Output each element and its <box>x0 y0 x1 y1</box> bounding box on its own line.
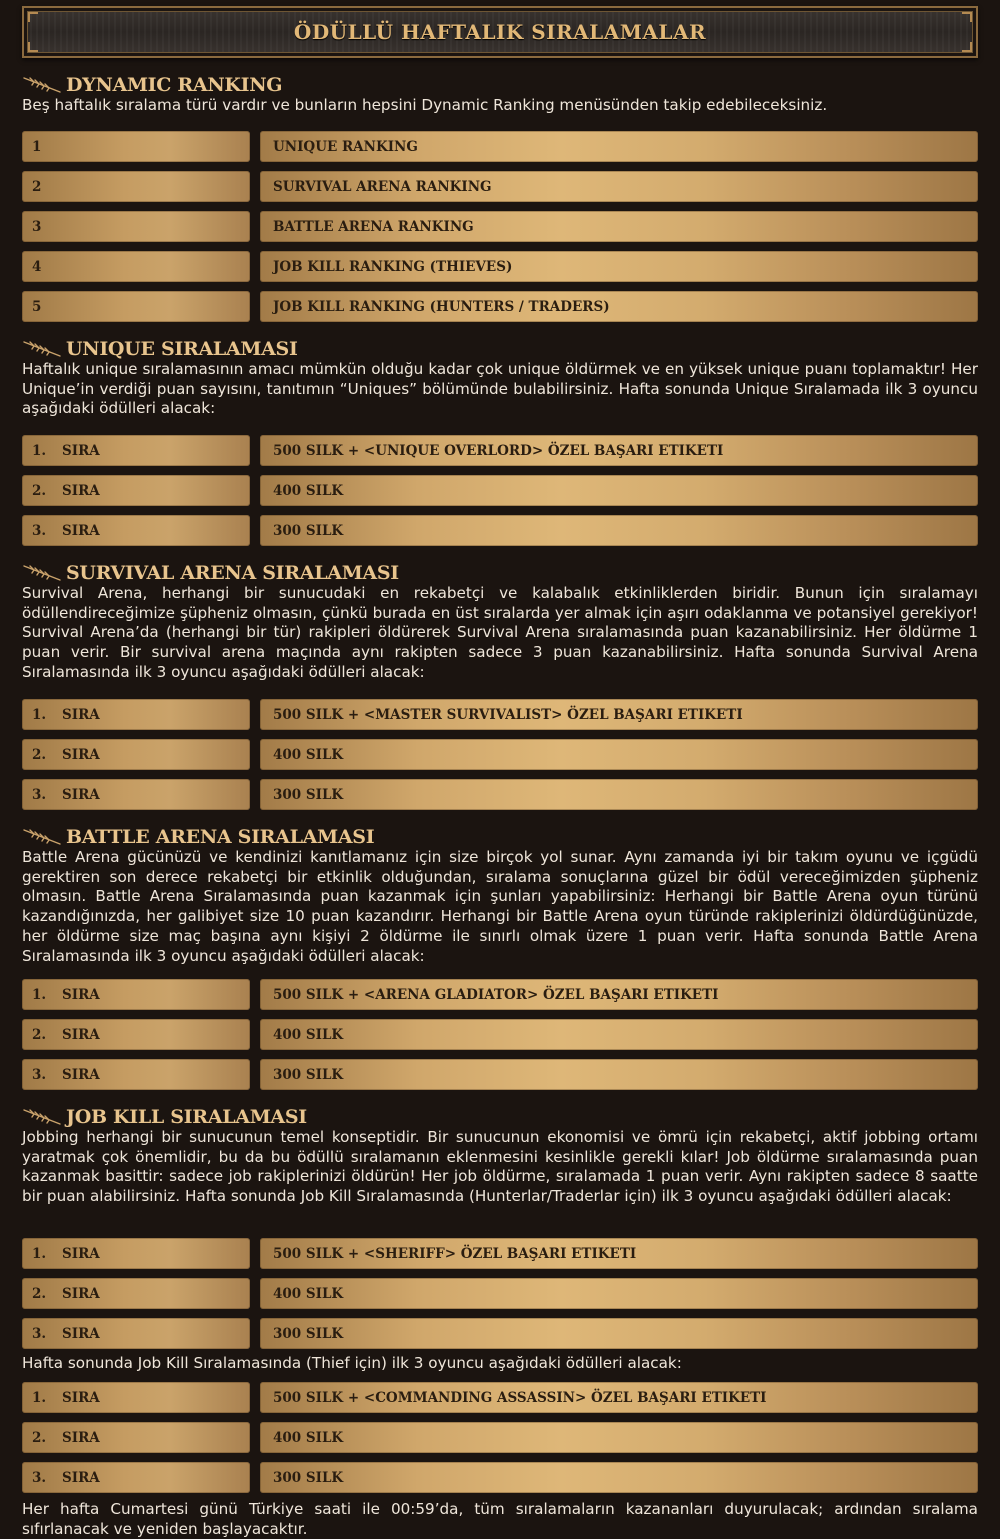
rank-label: SIRA <box>62 706 100 723</box>
reward-text: 500 SILK + <SHERIFF> ÖZEL BAŞARI ETIKETI <box>273 1245 637 1262</box>
dynamic-ranking-section <box>22 72 978 116</box>
table-row <box>22 699 978 730</box>
table-row <box>22 1019 978 1050</box>
table-row <box>22 475 978 506</box>
reward-cell <box>260 435 978 466</box>
rank-number: 1. <box>32 1389 47 1406</box>
rank-number-cell <box>22 211 250 242</box>
rank-number: 5 <box>32 298 42 315</box>
reward-cell <box>260 1422 978 1453</box>
ranking-name-cell <box>260 211 978 242</box>
rank-number: 2. <box>32 482 47 499</box>
unique-ranking-section <box>22 336 978 419</box>
ranking-name-cell <box>260 171 978 202</box>
table-row <box>22 131 978 162</box>
table-row <box>22 1382 978 1413</box>
reward-cell <box>260 1019 978 1050</box>
rank-label: SIRA <box>62 1429 100 1446</box>
rank-label: SIRA <box>62 1469 100 1486</box>
table-row <box>22 515 978 546</box>
reward-cell <box>260 699 978 730</box>
reward-cell <box>260 739 978 770</box>
rank-label: SIRA <box>62 1325 100 1342</box>
section-paragraph: Battle Arena gücünüzü ve kendinizi kanıtlamanız için size birçok yol sunar. Aynı zamanda iyi bir takım oyunu ve içgüdü gerektiren son derece rekabetçi bir etkinlik olduğundan, sıralama sonuçlarına güzel bir ödül vereceğimizden şüpheniz olmasın. Battle Arena Sıralamasında puan kazanmak için şunları yapabilirsiniz: Herhangi bir Battle Arena oyun türünü kazandığınızda, her galibiyet size 10 puan kazandırır. Herhangi bir Battle Arena oyun türünde rakiplerinizi öldürdüğünüzde, her öldürme size maç başına aynı kişiyi 2 öldürme ile sınırlı olmak üzere 1 puan verir. Hafta sonunda Battle Arena Sıralamasında ilk 3 oyuncu aşağıdaki ödülleri alacak: <box>22 848 978 965</box>
ranking-name: BATTLE ARENA RANKING <box>273 218 474 235</box>
footer-section <box>22 1500 978 1539</box>
page-title: ÖDÜLLÜ HAFTALIK SIRALAMALAR <box>293 20 707 44</box>
rank-label: SIRA <box>62 1066 100 1083</box>
rank-number: 3. <box>32 1469 47 1486</box>
reward-text: 500 SILK + <MASTER SURVIVALIST> ÖZEL BAŞARI ETIKETI <box>273 706 743 723</box>
table-row <box>22 1462 978 1493</box>
rank-label: SIRA <box>62 786 100 803</box>
rank-label: SIRA <box>62 746 100 763</box>
reward-cell <box>260 1059 978 1090</box>
rank-cell <box>22 1318 250 1349</box>
rank-label: SIRA <box>62 522 100 539</box>
rank-number: 2. <box>32 1026 47 1043</box>
rank-number: 3 <box>32 218 42 235</box>
rank-cell <box>22 699 250 730</box>
rank-cell <box>22 1278 250 1309</box>
rank-number: 1 <box>32 138 42 155</box>
reward-text: 500 SILK + <UNIQUE OVERLORD> ÖZEL BAŞARI ETIKETI <box>273 442 724 459</box>
table-row <box>22 739 978 770</box>
rank-number: 3. <box>32 786 47 803</box>
table-row <box>22 779 978 810</box>
job-kill-section <box>22 1104 978 1207</box>
rank-label: SIRA <box>62 1285 100 1302</box>
rank-number-cell <box>22 171 250 202</box>
section-paragraph: Beş haftalık sıralama türü vardır ve bunların hepsini Dynamic Ranking menüsünden takip edebileceksiniz. <box>22 96 828 114</box>
rank-number-cell <box>22 131 250 162</box>
table-row <box>22 435 978 466</box>
rank-label: SIRA <box>62 1389 100 1406</box>
rank-cell <box>22 515 250 546</box>
ranking-name: SURVIVAL ARENA RANKING <box>273 178 492 195</box>
section-title: SURVIVAL ARENA SIRALAMASI <box>66 562 399 584</box>
survival-arena-section <box>22 560 978 683</box>
table-row <box>22 1278 978 1309</box>
rank-number: 3. <box>32 1325 47 1342</box>
ranking-name: UNIQUE RANKING <box>273 138 418 155</box>
wheat-icon <box>22 1106 62 1128</box>
ranking-name-cell <box>260 131 978 162</box>
rank-number: 2 <box>32 178 42 195</box>
ranking-name-cell <box>260 291 978 322</box>
table-row <box>22 1422 978 1453</box>
reward-text: 400 SILK <box>273 1026 344 1043</box>
reward-cell <box>260 1238 978 1269</box>
battle-arena-section <box>22 824 978 966</box>
rank-label: SIRA <box>62 1245 100 1262</box>
rank-cell <box>22 779 250 810</box>
reward-text: 300 SILK <box>273 1066 344 1083</box>
banner-corner-ornament <box>962 42 972 52</box>
page-banner <box>22 6 978 58</box>
section-paragraph: Haftalık unique sıralamasının amacı mümkün olduğu kadar çok unique öldürmek ve en yüksek unique puanı toplamaktır! Her Unique’in verdiği puan sayısını, tanıtımın “Uniques” bölümünde bulabilirsiniz. Hafta sonunda Unique Sıralamada ilk 3 oyuncu aşağıdaki ödülleri alacak: <box>22 360 978 418</box>
reward-text: 500 SILK + <ARENA GLADIATOR> ÖZEL BAŞARI ETIKETI <box>273 986 719 1003</box>
table-row <box>22 291 978 322</box>
banner-corner-ornament <box>962 12 972 22</box>
table-row <box>22 1059 978 1090</box>
rank-number: 3. <box>32 1066 47 1083</box>
section-paragraph: Jobbing herhangi bir sunucunun temel konseptidir. Bir sunucunun ekonomisi ve ömrü için rekabetçi, aktif jobbing ortamı yaratmak çok önemlidir, bu da bu ödüllü sıralamanın eklenmesini kesinlikle gerekli kılar! Job öldürme sıralamasında puan kazanmak basittir: sadece job rakiplerinizi öldürün! Her job öldürme, sıralamada 1 puan verir. Aynı rakipten sadece 8 saatte bir puan alabilirsiniz. Hafta sonunda Job Kill Sıralamasında (Hunterlar/Traderlar için) ilk 3 oyuncu aşağıdaki ödülleri alacak: <box>22 1128 978 1206</box>
rank-cell <box>22 475 250 506</box>
rank-number: 3. <box>32 522 47 539</box>
section-heading <box>22 72 978 96</box>
rank-cell <box>22 1382 250 1413</box>
reward-cell <box>260 475 978 506</box>
reward-text: 300 SILK <box>273 786 344 803</box>
table-row <box>22 171 978 202</box>
reward-text: 300 SILK <box>273 1325 344 1342</box>
reward-text: 400 SILK <box>273 1429 344 1446</box>
rank-number: 1. <box>32 442 47 459</box>
ranking-name: JOB KILL RANKING (HUNTERS / TRADERS) <box>273 298 610 315</box>
rank-cell <box>22 739 250 770</box>
rank-number-cell <box>22 291 250 322</box>
section-title: BATTLE ARENA SIRALAMASI <box>66 826 375 848</box>
table-row <box>22 251 978 282</box>
wheat-icon <box>22 826 62 848</box>
rank-number: 2. <box>32 746 47 763</box>
banner-corner-ornament <box>28 42 38 52</box>
rank-number-cell <box>22 251 250 282</box>
reward-cell <box>260 979 978 1010</box>
reward-text: 300 SILK <box>273 1469 344 1486</box>
section-paragraph: Hafta sonunda Job Kill Sıralamasında (Thief için) ilk 3 oyuncu aşağıdaki ödülleri alacak: <box>22 1354 682 1372</box>
reward-text: 400 SILK <box>273 746 344 763</box>
rank-number: 2. <box>32 1285 47 1302</box>
footer-note: Her hafta Cumartesi günü Türkiye saati ile 00:59’da, tüm sıralamaların kazananları duyurulacak; ardından sıralama sıfırlanacak ve yeniden başlayacaktır. <box>22 1500 978 1538</box>
rank-label: SIRA <box>62 442 100 459</box>
reward-cell <box>260 1278 978 1309</box>
section-title: DYNAMIC RANKING <box>66 74 283 96</box>
reward-text: 500 SILK + <COMMANDING ASSASSIN> ÖZEL BAŞARI ETIKETI <box>273 1389 767 1406</box>
wheat-icon <box>22 338 62 360</box>
reward-text: 300 SILK <box>273 522 344 539</box>
rank-cell <box>22 1059 250 1090</box>
section-title: JOB KILL SIRALAMASI <box>66 1106 307 1128</box>
thief-intro-section <box>22 1354 978 1374</box>
rank-cell <box>22 1019 250 1050</box>
section-heading <box>22 560 978 584</box>
rank-number: 4 <box>32 258 42 275</box>
rank-number: 1. <box>32 986 47 1003</box>
table-row <box>22 979 978 1010</box>
section-heading <box>22 824 978 848</box>
rank-number: 1. <box>32 1245 47 1262</box>
rank-cell <box>22 435 250 466</box>
rank-label: SIRA <box>62 482 100 499</box>
table-row <box>22 1238 978 1269</box>
wheat-icon <box>22 74 62 96</box>
rank-cell <box>22 1462 250 1493</box>
reward-cell <box>260 1382 978 1413</box>
section-heading <box>22 1104 978 1128</box>
rank-label: SIRA <box>62 986 100 1003</box>
section-paragraph: Survival Arena, herhangi bir sunucudaki en rekabetçi ve kalabalık etkinliklerden biridir. Bunun için sıralamayı ödüllendireceğimize şüpheniz olmasın, çünkü burada en üst sıralarda yer almak için aşırı odaklanma ve potansiyel gerekiyor! Survival Arena’da (herhangi bir tür) rakipleri öldürerek Survival Arena sıralamasında puan kazanabilirsiniz. Her öldürme 1 puan verir. Bir survival arena maçında aynı rakipten sadece 3 puan kazanabilirsiniz. Hafta sonunda Survival Arena Sıralamasında ilk 3 oyuncu aşağıdaki ödülleri alacak: <box>22 584 978 681</box>
reward-cell <box>260 779 978 810</box>
rank-cell <box>22 979 250 1010</box>
rank-label: SIRA <box>62 1026 100 1043</box>
reward-text: 400 SILK <box>273 482 344 499</box>
section-title: UNIQUE SIRALAMASI <box>66 338 298 360</box>
section-heading <box>22 336 978 360</box>
rank-number: 2. <box>32 1429 47 1446</box>
reward-text: 400 SILK <box>273 1285 344 1302</box>
table-row <box>22 211 978 242</box>
reward-cell <box>260 1462 978 1493</box>
rank-number: 1. <box>32 706 47 723</box>
wheat-icon <box>22 562 62 584</box>
reward-cell <box>260 515 978 546</box>
banner-corner-ornament <box>28 12 38 22</box>
rank-cell <box>22 1238 250 1269</box>
reward-cell <box>260 1318 978 1349</box>
rank-cell <box>22 1422 250 1453</box>
ranking-name: JOB KILL RANKING (THIEVES) <box>273 258 513 275</box>
ranking-name-cell <box>260 251 978 282</box>
table-row <box>22 1318 978 1349</box>
